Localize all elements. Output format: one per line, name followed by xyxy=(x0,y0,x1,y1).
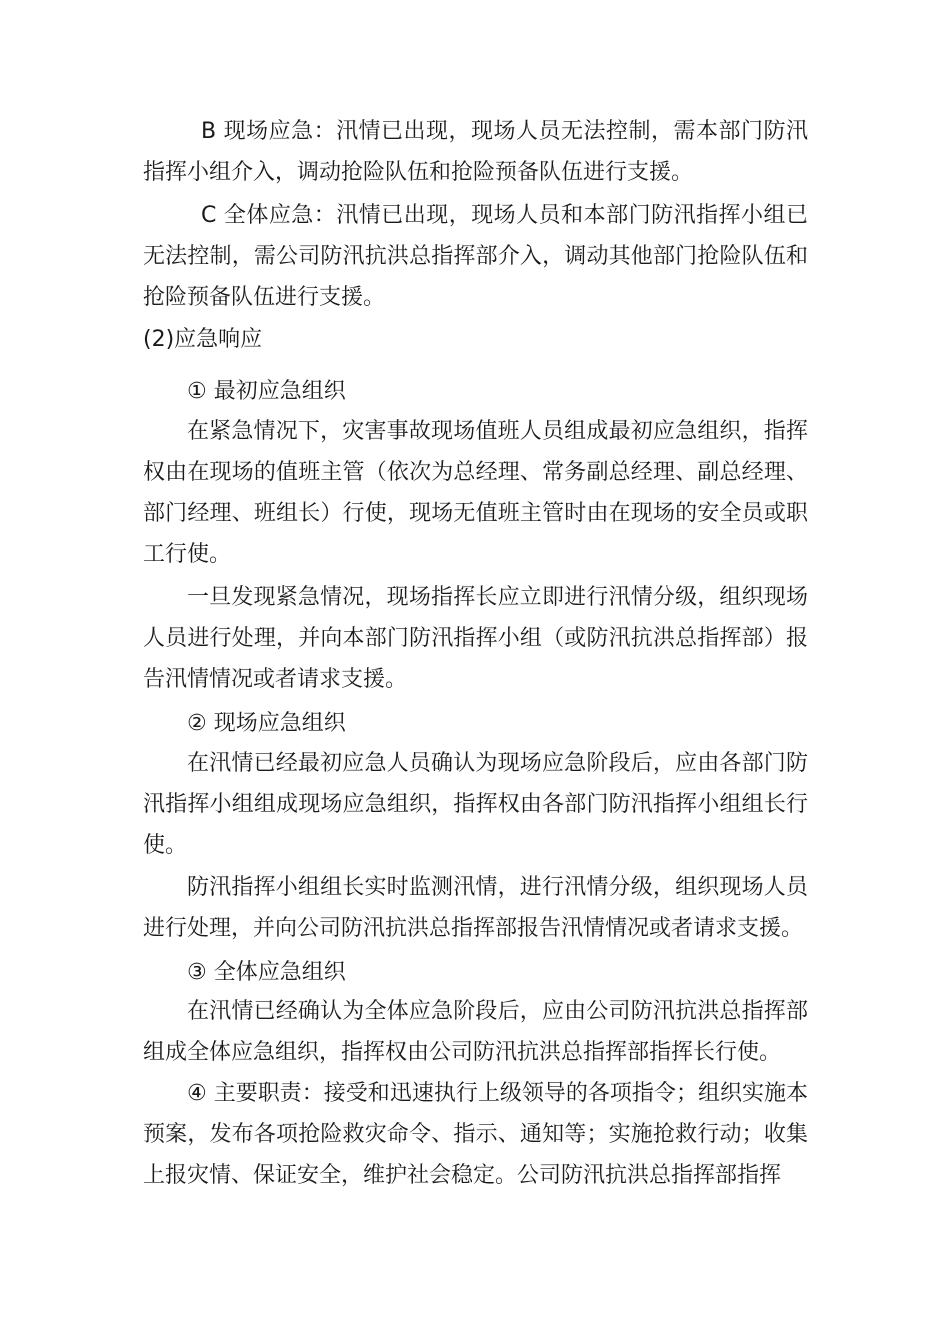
paragraph-onsite-organization: 在汛情已经最初应急人员确认为现场应急阶段后，应由各部门防汛指挥小组组成现场应急组织，指挥权由各部门防汛指挥小组组长行使。 xyxy=(143,751,808,858)
paragraph-initial-response: 一旦发现紧急情况，现场指挥长应立即进行汛情分级，组织现场人员进行处理，并向本部门防汛指挥小组（或防汛抗洪总指挥部）报告汛情情况或者请求支援。 xyxy=(143,585,808,692)
section-heading-emergency-response: (2)应急响应 xyxy=(143,327,263,352)
paragraph-c-full-emergency: C 全体应急：汛情已出现，现场人员和本部门防汛指挥小组已无法控制，需公司防汛抗洪总指挥部介入，调动其他部门抢险队伍和抢险预备队伍进行支援。 xyxy=(143,203,808,310)
subheading-onsite-organization: ② 现场应急组织 xyxy=(187,711,346,736)
paragraph-b-onsite-emergency: B 现场应急：汛情已出现，现场人员无法控制，需本部门防汛指挥小组介入，调动抢险队伍和抢险预备队伍进行支援。 xyxy=(143,119,808,185)
paragraph-main-duties: ④ 主要职责：接受和迅速执行上级领导的各项指令；组织实施本预案，发布各项抢险救灾命令、指示、通知等；实施抢救行动；收集上报灾情、保证安全，维护社会稳定。公司防汛抗洪总指挥部指挥 xyxy=(143,1081,808,1188)
paragraph-full-organization: 在汛情已经确认为全体应急阶段后，应由公司防汛抗洪总指挥部组成全体应急组织，指挥权由公司防汛抗洪总指挥部指挥长行使。 xyxy=(143,999,808,1065)
subheading-initial-organization: ① 最初应急组织 xyxy=(187,379,346,404)
paragraph-initial-organization: 在紧急情况下，灾害事故现场值班人员组成最初应急组织，指挥权由在现场的值班主管（依次为总经理、常务副总经理、副总经理、部门经理、班组长）行使，现场无值班主管时由在现场的安全员或职工行使。 xyxy=(143,419,808,567)
subheading-full-organization: ③ 全体应急组织 xyxy=(187,960,346,985)
paragraph-onsite-response: 防汛指挥小组组长实时监测汛情，进行汛情分级，组织现场人员进行处理，并向公司防汛抗洪总指挥部报告汛情情况或者请求支援。 xyxy=(143,875,808,941)
